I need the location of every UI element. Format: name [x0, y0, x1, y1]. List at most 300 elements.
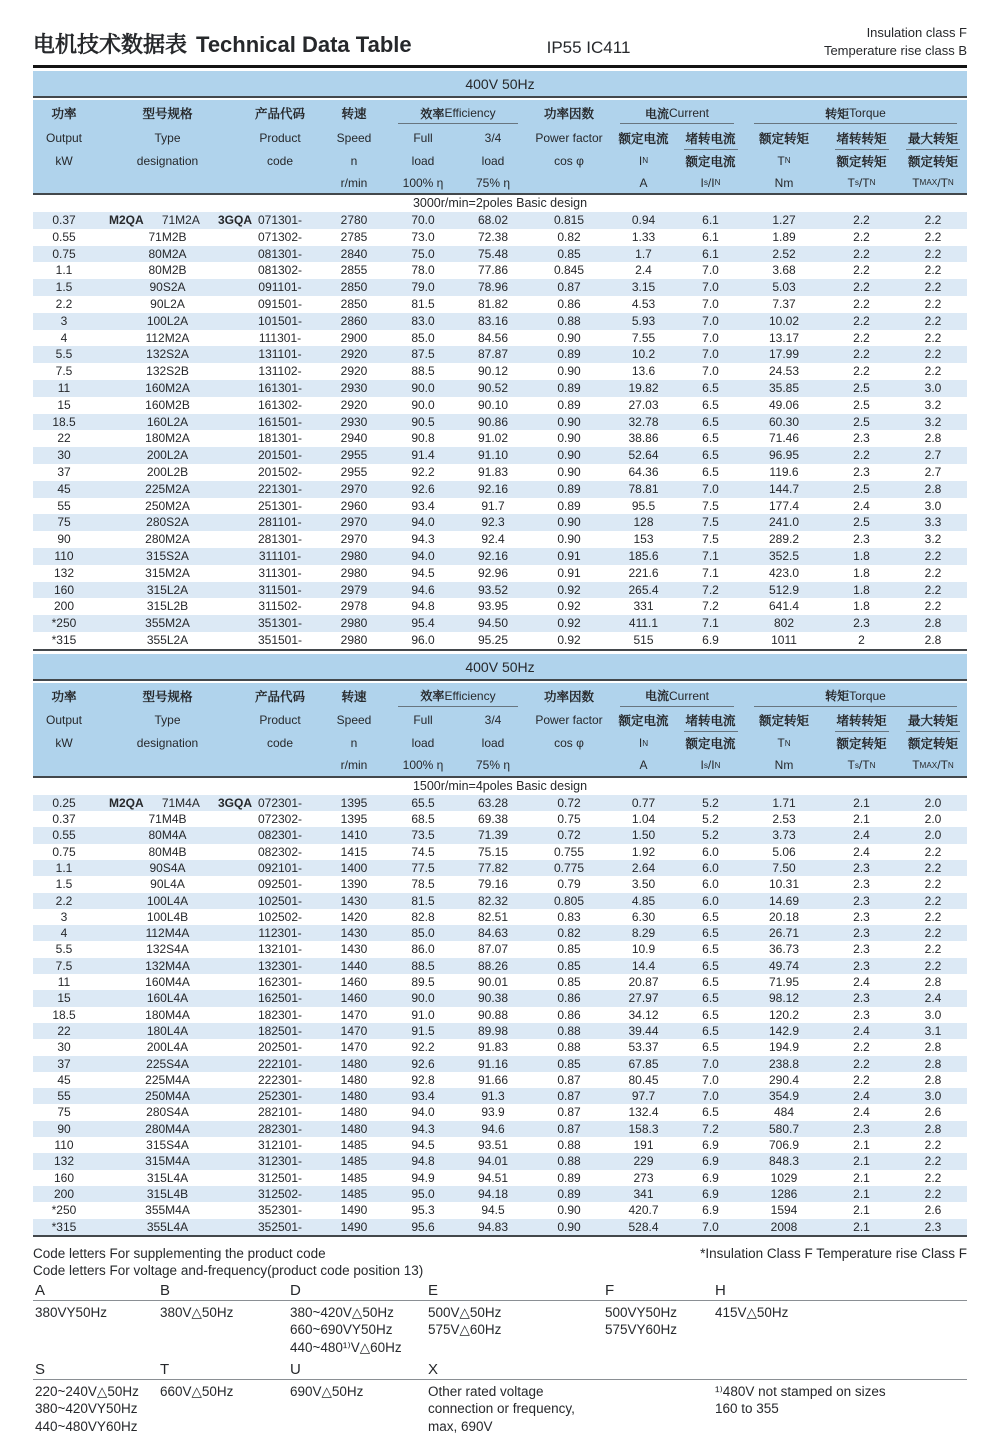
table-cell: 2.3: [853, 909, 870, 924]
table-cell: 81.82: [477, 297, 509, 312]
table-cell: 6.5: [702, 431, 719, 446]
table-cell: 87.5: [411, 347, 435, 362]
table-cell: 94.18: [477, 1186, 509, 1201]
table-cell: 3.2: [924, 397, 942, 412]
header-cell: n: [350, 153, 358, 168]
table-cell: 153: [633, 532, 654, 547]
table-cell: 2.2: [853, 1056, 870, 1071]
table-cell: 2.2: [924, 1186, 942, 1201]
header-cell: load: [411, 736, 435, 751]
table-cell: 132S4A: [146, 942, 189, 957]
table-cell: 90.86: [477, 414, 509, 429]
table-row: [33, 827, 967, 843]
table-cell: 20.18: [768, 909, 800, 924]
code-value: 575VY60Hz: [605, 1322, 678, 1338]
table-cell: 315L2A: [146, 582, 189, 597]
table-cell: 7.2: [702, 582, 719, 597]
table-cell: 92.6: [411, 1056, 435, 1071]
table-cell: 238.8: [768, 1056, 800, 1071]
table-row: [33, 447, 967, 464]
fraction-line: [906, 149, 960, 150]
table-row: [33, 1023, 967, 1039]
fraction-line: [684, 149, 738, 150]
table-cell: 100L4A: [146, 893, 189, 908]
table-cell: 26.71: [768, 926, 800, 941]
table-cell: 63.28: [477, 795, 509, 810]
table-row: [33, 548, 967, 565]
table-cell: 15: [57, 991, 71, 1006]
table-cell: 2.8: [924, 1121, 942, 1136]
page-title-en: Technical Data Table: [196, 32, 412, 58]
table-cell: 6.5: [702, 381, 719, 396]
table-cell: 7.0: [702, 1056, 719, 1071]
table-cell: 0.91: [557, 565, 581, 580]
locked-rotor-torque-header: $\frac{\text{堵转转矩}}{\text{额定转矩}}$: [836, 714, 887, 752]
table-cell: *315: [51, 633, 77, 648]
table-cell: 92.6: [411, 481, 435, 496]
table-cell: 2.2: [924, 1154, 942, 1169]
table-row: [33, 229, 967, 246]
table-cell: 7.37: [772, 297, 796, 312]
table-cell: 2.8: [924, 481, 942, 496]
header-cell: Power factor: [535, 713, 603, 728]
voltage-band: 400V 50Hz: [33, 71, 967, 98]
table-cell: 0.75: [52, 246, 76, 261]
table-cell: 79.0: [411, 280, 435, 295]
table-cell: 132101-: [257, 942, 303, 957]
table-cell: 6.0: [702, 861, 719, 875]
table-cell: 1.5: [55, 877, 73, 892]
table-cell: 7.0: [702, 1089, 719, 1104]
table-cell: 1.89: [772, 229, 796, 244]
table-cell: 0.72: [557, 795, 581, 810]
table-cell: 2.2: [853, 263, 870, 278]
table-cell: 90.0: [411, 381, 435, 396]
table-cell: 1594: [770, 1203, 798, 1218]
table-cell: 2.2: [853, 229, 870, 244]
table-cell: 94.8: [411, 1154, 435, 1169]
table-cell: 74.5: [411, 844, 435, 859]
header-cell: T s /T N: [847, 175, 876, 190]
table-cell: 312501-: [257, 1170, 303, 1185]
table-cell: 3.15: [631, 280, 656, 295]
table-cell: 250M4A: [145, 1089, 190, 1104]
header-cell: Type: [154, 713, 181, 728]
table-cell: 2.3: [853, 431, 870, 446]
table-cell: 3.0: [924, 1089, 942, 1104]
table-row: [33, 498, 967, 515]
table-row: [33, 632, 967, 649]
table-cell: 93.52: [477, 582, 509, 597]
table-cell: 2.1: [853, 812, 870, 827]
table-cell: 37: [57, 465, 71, 480]
table-cell: 0.37: [52, 213, 76, 228]
header-cell: kW: [55, 153, 73, 168]
table-cell: 6.9: [702, 1170, 719, 1185]
table-cell: 5.5: [55, 942, 73, 957]
table-cell: 161301-: [257, 381, 303, 396]
table-cell: 95.5: [631, 498, 656, 513]
table-cell: 78.96: [477, 280, 509, 295]
table-cell: 89.98: [477, 1023, 509, 1038]
table-row: [33, 860, 967, 876]
table-cell: 6.5: [702, 1023, 719, 1038]
table-cell: 3.73: [772, 828, 796, 843]
table-cell: 0.85: [557, 975, 581, 990]
table-cell: 6.9: [702, 1186, 719, 1201]
table-cell: 30: [57, 1040, 71, 1055]
table-cell: 0.90: [557, 1203, 581, 1218]
table-row: [33, 974, 967, 990]
code-value: 415V△50Hz: [715, 1304, 789, 1320]
table-cell: 2980: [340, 549, 368, 564]
table-cell: 160M2B: [145, 397, 190, 412]
table-cell: 7.5: [702, 515, 719, 530]
table-row: [33, 1056, 967, 1072]
footnote-note: [715, 1383, 886, 1418]
table-cell: 0.90: [557, 364, 581, 379]
table-cell: 82.8: [411, 909, 435, 924]
table-cell: 2930: [340, 381, 368, 396]
table-row: [33, 1088, 967, 1104]
table-cell: 312101-: [257, 1138, 303, 1153]
table-row: [33, 380, 967, 397]
table-cell: 0.90: [557, 330, 581, 345]
fraction-line: [835, 149, 889, 150]
table-cell: 2970: [340, 481, 368, 496]
table-cell: 071302-: [257, 229, 303, 244]
table-cell: 082301-: [257, 828, 303, 843]
table-cell: 13.17: [768, 330, 800, 345]
table-cell: 6.5: [702, 975, 719, 990]
table-row: [33, 876, 967, 892]
table-cell: 252301-: [257, 1089, 303, 1104]
table-cell: 4: [60, 926, 68, 941]
table-cell: 1.7: [635, 246, 652, 261]
table-cell: 94.5: [411, 565, 435, 580]
table-cell: 94.0: [411, 549, 435, 564]
header-cell: 电流 Current: [610, 683, 744, 709]
table-cell: 2.2: [853, 280, 870, 295]
table-cell: 3.2: [924, 414, 942, 429]
page-header: [33, 24, 967, 59]
table-cell: *250: [51, 1203, 77, 1218]
table-row: [33, 246, 967, 263]
header-cell: r/min: [340, 175, 368, 190]
table-cell: 273: [633, 1170, 654, 1185]
table-cell: 355L4A: [146, 1219, 189, 1234]
table-cell: 96.95: [768, 448, 800, 463]
table-cell: 0.87: [557, 280, 581, 295]
table-cell: 2.5: [853, 414, 870, 429]
table-cell: 7.0: [702, 263, 719, 278]
table-cell: 2.4: [853, 828, 870, 843]
table-cell: 6.9: [702, 1203, 719, 1218]
table-cell: 2.0: [924, 812, 942, 827]
table-cell: 2.5: [853, 515, 870, 530]
page-title-zh: 电机技术数据表: [33, 32, 188, 58]
table-cell: 67.85: [628, 1056, 659, 1071]
header-cell: 额定转矩: [758, 714, 809, 729]
header-cell: kW: [55, 736, 73, 751]
table-cell: 88.26: [477, 958, 509, 973]
table-cell: 7.0: [702, 280, 719, 295]
header-cell: A: [639, 758, 648, 773]
table-row: [33, 795, 967, 811]
table-cell: 194.9: [768, 1040, 800, 1055]
table-cell: 2.3: [853, 1121, 870, 1136]
table-cell: 2.0: [924, 828, 942, 843]
header-cell: 转矩 Torque: [744, 100, 967, 126]
table-cell: 64.36: [628, 465, 659, 480]
table-cell: 0.90: [557, 465, 581, 480]
table-row: [33, 582, 967, 599]
table-cell: 1.8: [853, 582, 870, 597]
table-cell: 7.1: [702, 549, 719, 564]
table-cell: 2.8: [924, 1040, 942, 1055]
table-cell: 162501-: [257, 991, 303, 1006]
table-row: [33, 565, 967, 582]
table-cell: 91.0: [411, 1007, 435, 1022]
table-cell: 6.5: [702, 942, 719, 957]
table-cell: 0.86: [557, 1007, 581, 1022]
table-cell: 2840: [340, 246, 368, 261]
header-cell: Type: [154, 130, 181, 145]
table-cell: 423.0: [768, 565, 800, 580]
header-cell: T MAX /T N: [912, 758, 954, 773]
table-cell: 1485: [340, 1138, 368, 1153]
table-cell: 3.0: [924, 498, 942, 513]
table-row: [33, 262, 967, 279]
series-suffix: 3GQA: [217, 213, 252, 228]
table-cell: 39.44: [628, 1023, 659, 1038]
header-cell: designation: [136, 153, 199, 168]
table-cell: 30: [57, 448, 71, 463]
table-cell: 2955: [340, 465, 368, 480]
table-cell: 0.87: [557, 1089, 581, 1104]
table-cell: 0.92: [557, 599, 581, 614]
table-cell: 81.5: [411, 893, 435, 908]
table-column-header: [33, 683, 967, 778]
table-cell: 512.9: [768, 582, 800, 597]
table-row: [33, 1039, 967, 1055]
table-cell: 282101-: [257, 1105, 303, 1120]
table-cell: 80M2A: [148, 246, 187, 261]
table-cell: 2.3: [924, 1219, 942, 1234]
code-value: 380V△50Hz: [160, 1304, 234, 1320]
table-cell: 0.77: [631, 795, 656, 810]
table-cell: 132M4A: [145, 958, 190, 973]
table-cell: 484: [773, 1105, 795, 1120]
table-cell: 311501-: [258, 582, 302, 597]
table-cell: 92.96: [477, 565, 509, 580]
table-cell: 315M2A: [145, 565, 190, 580]
table-cell: 225M2A: [145, 481, 190, 496]
locked-rotor-current-header: $\frac{\text{堵转电流}}{\text{额定电流}}$: [685, 714, 736, 752]
table-cell: 5.5: [55, 347, 73, 362]
table-cell: 1420: [340, 909, 368, 924]
code-value: 575V△60Hz: [428, 1322, 502, 1338]
table-cell: 092501-: [257, 877, 303, 892]
table-cell: 2.1: [853, 1203, 870, 1218]
table-cell: 75.0: [411, 246, 435, 261]
table-cell: 091501-: [257, 297, 303, 312]
table-cell: 93.95: [477, 599, 509, 614]
header-cell: 额定转矩: [758, 131, 809, 146]
table-cell: 6.9: [702, 1138, 719, 1153]
table-cell: 2.2: [853, 213, 870, 228]
table-cell: 0.92: [557, 633, 581, 648]
table-row: [33, 464, 967, 481]
table-cell: 95.6: [411, 1219, 435, 1234]
table-cell: 6.5: [702, 926, 719, 941]
table-cell: 2: [858, 633, 865, 648]
table-cell: 2.3: [853, 942, 870, 957]
table-row: [33, 1219, 967, 1235]
code-values: [35, 1304, 107, 1322]
table-cell: 0.89: [557, 347, 581, 362]
header-cell: 100% η: [402, 758, 444, 773]
table-cell: 94.9: [411, 1170, 435, 1185]
table-row: [33, 598, 967, 615]
table-cell: 185.6: [628, 549, 659, 564]
table-cell: 0.89: [557, 498, 581, 513]
table-cell: 2.2: [853, 1040, 870, 1055]
table-cell: 071301-: [257, 213, 303, 228]
table-cell: 0.845: [553, 263, 585, 278]
header-cell: 3/4: [484, 130, 502, 145]
table-cell: 2.2: [55, 893, 73, 908]
table-cell: 85.0: [411, 926, 435, 941]
header-cell: 产品代码: [254, 107, 305, 122]
table-cell: 081301-: [257, 246, 303, 261]
table-cell: 1.50: [631, 828, 656, 843]
table-cell: 34.12: [628, 1007, 659, 1022]
table-cell: 94.50: [477, 616, 509, 631]
table-cell: 81.5: [411, 297, 435, 312]
table-cell: 69.38: [477, 812, 509, 827]
header-cell: load: [411, 153, 435, 168]
table-cell: 0.85: [557, 246, 581, 261]
table-cell: 280S2A: [146, 515, 189, 530]
table-row: [33, 1170, 967, 1186]
header-cell: 效率 Efficiency: [388, 683, 528, 709]
table-cell: 2.4: [635, 263, 652, 278]
table-cell: 22: [57, 1023, 71, 1038]
table-cell: 0.87: [557, 1105, 581, 1120]
table-cell: 112301-: [258, 926, 302, 941]
table-cell: 0.55: [52, 229, 76, 244]
table-cell: 83.16: [477, 313, 509, 328]
table-cell: 2979: [340, 582, 368, 597]
footer-line-1: [33, 1246, 967, 1261]
header-cell: n: [350, 736, 358, 751]
section-title: 1500r/min=4poles Basic design: [33, 778, 967, 795]
table-cell: 94.3: [411, 1121, 435, 1136]
table-cell: 0.89: [557, 1186, 581, 1201]
table-cell: 2.6: [924, 1203, 942, 1218]
table-cell: 7.1: [702, 616, 719, 631]
header-cell: 功率因数: [543, 689, 594, 704]
table-cell: 1460: [340, 991, 368, 1006]
table-cell: 1490: [340, 1219, 368, 1234]
table-cell: 91.7: [481, 498, 505, 513]
insulation-class: Insulation class F: [866, 25, 967, 40]
table-cell: 90S4A: [149, 861, 186, 875]
table-cell: 90: [57, 1121, 71, 1136]
header-cell: cos φ: [554, 153, 584, 168]
table-row: [33, 1202, 967, 1218]
table-cell: 2.2: [924, 926, 942, 941]
table-cell: 6.9: [702, 1154, 719, 1169]
table-cell: 352501-: [257, 1219, 303, 1234]
table-cell: 2.2: [924, 229, 942, 244]
table-cell: 120.2: [768, 1007, 800, 1022]
table-cell: 5.2: [702, 812, 719, 827]
table-cell: 2920: [340, 347, 368, 362]
table-cell: 88.5: [411, 958, 435, 973]
table-cell: 128: [633, 515, 654, 530]
table-cell: 2.2: [924, 1138, 942, 1153]
table-cell: 2.2: [924, 549, 942, 564]
table-cell: 94.6: [481, 1121, 505, 1136]
header-cell: code: [266, 736, 294, 751]
table-cell: 90.5: [411, 414, 435, 429]
table-cell: 91.16: [477, 1056, 509, 1071]
table-cell: 91.4: [411, 448, 435, 463]
table-cell: 2.3: [853, 1007, 870, 1022]
table-cell: 848.3: [768, 1154, 800, 1169]
table-cell: 6.5: [702, 465, 719, 480]
fraction-line: [684, 731, 738, 732]
table-cell: 2.3: [853, 532, 870, 547]
table-cell: 092101-: [257, 861, 303, 875]
code-value: ¹⁾480V not stamped on sizes: [715, 1383, 886, 1399]
table-cell: 45: [57, 1072, 71, 1087]
table-row: [33, 615, 967, 632]
table-cell: 90.0: [411, 397, 435, 412]
table-cell: 2.2: [924, 942, 942, 957]
max-torque-header: $\frac{\text{最大转矩}}{\text{额定转矩}}$: [907, 714, 958, 752]
table-cell: 92.16: [477, 481, 509, 496]
table-cell: 111301-: [258, 330, 302, 345]
table-cell: 2.53: [772, 812, 796, 827]
table-cell: 355M4A: [145, 1203, 190, 1218]
table-cell: 251301-: [257, 498, 303, 513]
code-value: 380VY50Hz: [35, 1304, 108, 1320]
table-cell: 91.83: [477, 1040, 509, 1055]
tables-container: [33, 71, 967, 1237]
table-cell: 351301-: [257, 616, 303, 631]
table-cell: 411.1: [628, 616, 659, 631]
table-cell: 1470: [340, 1007, 368, 1022]
table-cell: 52.64: [628, 448, 659, 463]
table-cell: 7.0: [702, 1219, 719, 1234]
table-cell: 91.83: [477, 465, 509, 480]
table-cell: 94.01: [477, 1154, 509, 1169]
table-cell: 6.1: [702, 246, 719, 261]
table-cell: 2.4: [853, 1105, 870, 1120]
table-cell: 0.83: [557, 909, 581, 924]
header-cell: T MAX /T N: [912, 175, 954, 190]
table-cell: 1400: [340, 861, 368, 875]
table-cell: 160: [53, 1170, 75, 1185]
table-cell: 71.95: [768, 975, 800, 990]
table-cell: 2940: [340, 431, 368, 446]
table-cell: 0.90: [557, 448, 581, 463]
table-cell: 200: [53, 599, 75, 614]
table-cell: 2860: [340, 313, 368, 328]
